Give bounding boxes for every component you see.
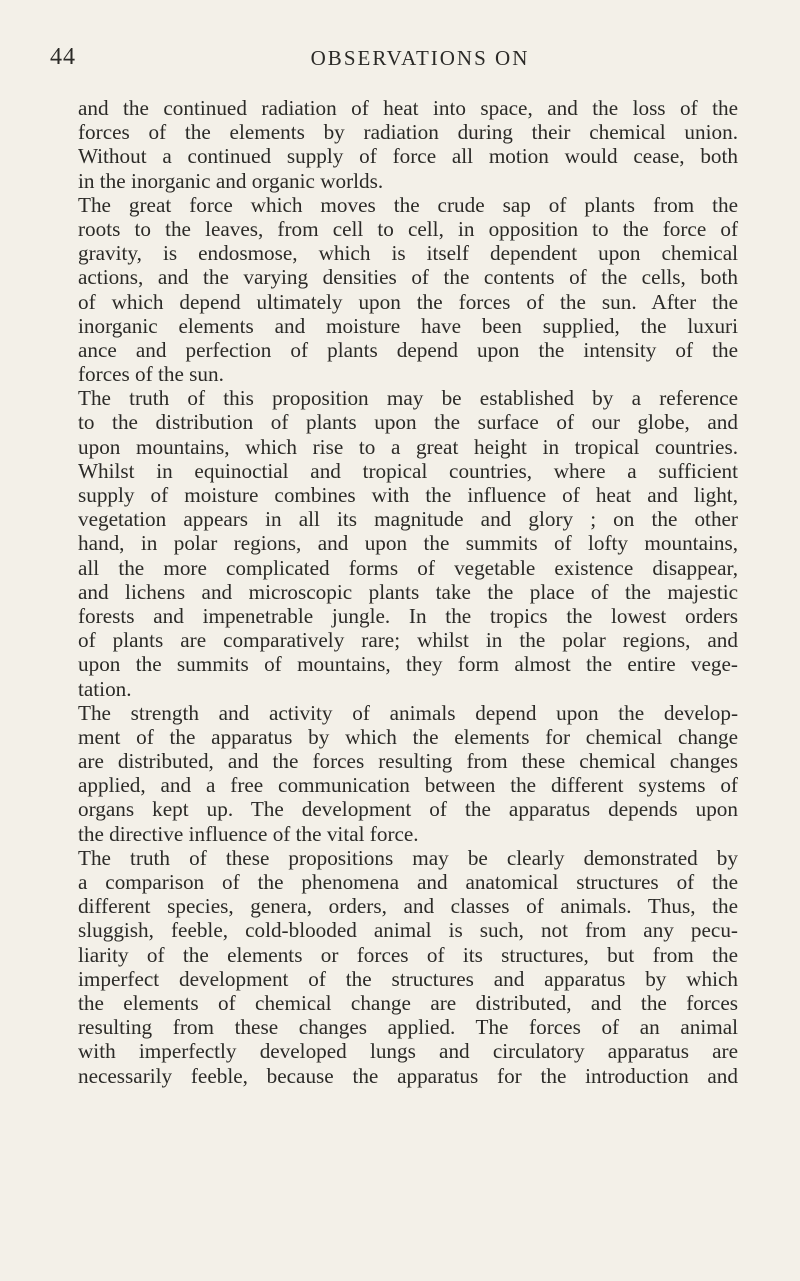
text-line: of which depend ultimately upon the forces of the sun. After the — [78, 289, 738, 314]
text-line: ment of the apparatus by which the elements for chemical change — [78, 724, 738, 749]
text-line: imperfect development of the structures and apparatus by which — [78, 966, 738, 991]
text-line: resulting from these changes applied. The forces of an animal — [78, 1015, 738, 1040]
text-line: vegetation appears in all its magnitude and glory ; on the other — [78, 507, 738, 532]
text-line: organs kept up. The development of the apparatus depends upon — [78, 797, 738, 822]
text-line: The strength and activity of animals depend upon the develop- — [78, 700, 738, 725]
text-line: actions, and the varying densities of the contents of the cells, both — [78, 265, 738, 290]
text-line: tation. — [78, 676, 132, 701]
text-line: upon the summits of mountains, they form almost the entire vege- — [78, 652, 738, 677]
text-line: are distributed, and the forces resulting from these chemical changes — [78, 749, 738, 774]
text-line: inorganic elements and moisture have been supplied, the luxuri — [78, 313, 738, 338]
text-line: The truth of these propositions may be clearly demonstrated by — [78, 845, 738, 870]
text-line: applied, and a free communication between the different systems of — [78, 773, 738, 798]
text-line: forces of the elements by radiation during their chemical union. — [78, 120, 738, 145]
text-line: gravity, is endosmose, which is itself dependent upon chemical — [78, 241, 738, 266]
text-line: necessarily feeble, because the apparatus for the introduction and — [78, 1063, 738, 1088]
text-line: all the more complicated forms of vegetable existence disappear, — [78, 555, 738, 580]
text-line: forces of the sun. — [78, 362, 224, 387]
text-line: roots to the leaves, from cell to cell, in opposition to the force of — [78, 216, 738, 241]
page-header — [50, 44, 750, 76]
text-line: forests and impenetrable jungle. In the tropics the lowest orders — [78, 603, 738, 628]
text-line: liarity of the elements or forces of its structures, but from the — [78, 942, 738, 967]
text-line: The great force which moves the crude sap of plants from the — [78, 192, 738, 217]
text-line: the directive influence of the vital force. — [78, 821, 419, 846]
text-line: supply of moisture combines with the influence of heat and light, — [78, 483, 738, 507]
running-title: OBSERVATIONS ON — [310, 46, 530, 70]
text-line: in the inorganic and organic worlds. — [78, 168, 384, 193]
text-line: Whilst in equinoctial and tropical countries, where a sufficient — [78, 458, 738, 483]
page-number: 44 — [50, 44, 76, 70]
text-line: and lichens and microscopic plants take the place of the majestic — [78, 579, 738, 604]
text-line: of plants are comparatively rare; whilst in the polar regions, and — [78, 628, 738, 653]
text-line: different species, genera, orders, and classes of animals. Thus, the — [78, 894, 738, 919]
text-line: with imperfectly developed lungs and circulatory apparatus are — [78, 1039, 738, 1064]
text-line: the elements of chemical change are distributed, and the forces — [78, 990, 738, 1015]
text-line: a comparison of the phenomena and anatomical structures of the — [78, 870, 738, 894]
body-text — [78, 96, 738, 1088]
text-line: and the continued radiation of heat into space, and the loss of the — [78, 96, 738, 120]
text-line: hand, in polar regions, and upon the summits of lofty mountains, — [78, 531, 738, 556]
text-line: upon mountains, which rise to a great height in tropical countries. — [78, 434, 738, 459]
text-line: ance and perfection of plants depend upon the intensity of the — [78, 337, 738, 362]
text-line: sluggish, feeble, cold-blooded animal is such, not from any pecu- — [78, 918, 738, 943]
text-line: to the distribution of plants upon the surface of our globe, and — [78, 410, 738, 435]
text-line: The truth of this proposition may be established by a reference — [78, 386, 738, 411]
text-line: Without a continued supply of force all motion would cease, both — [78, 144, 738, 169]
